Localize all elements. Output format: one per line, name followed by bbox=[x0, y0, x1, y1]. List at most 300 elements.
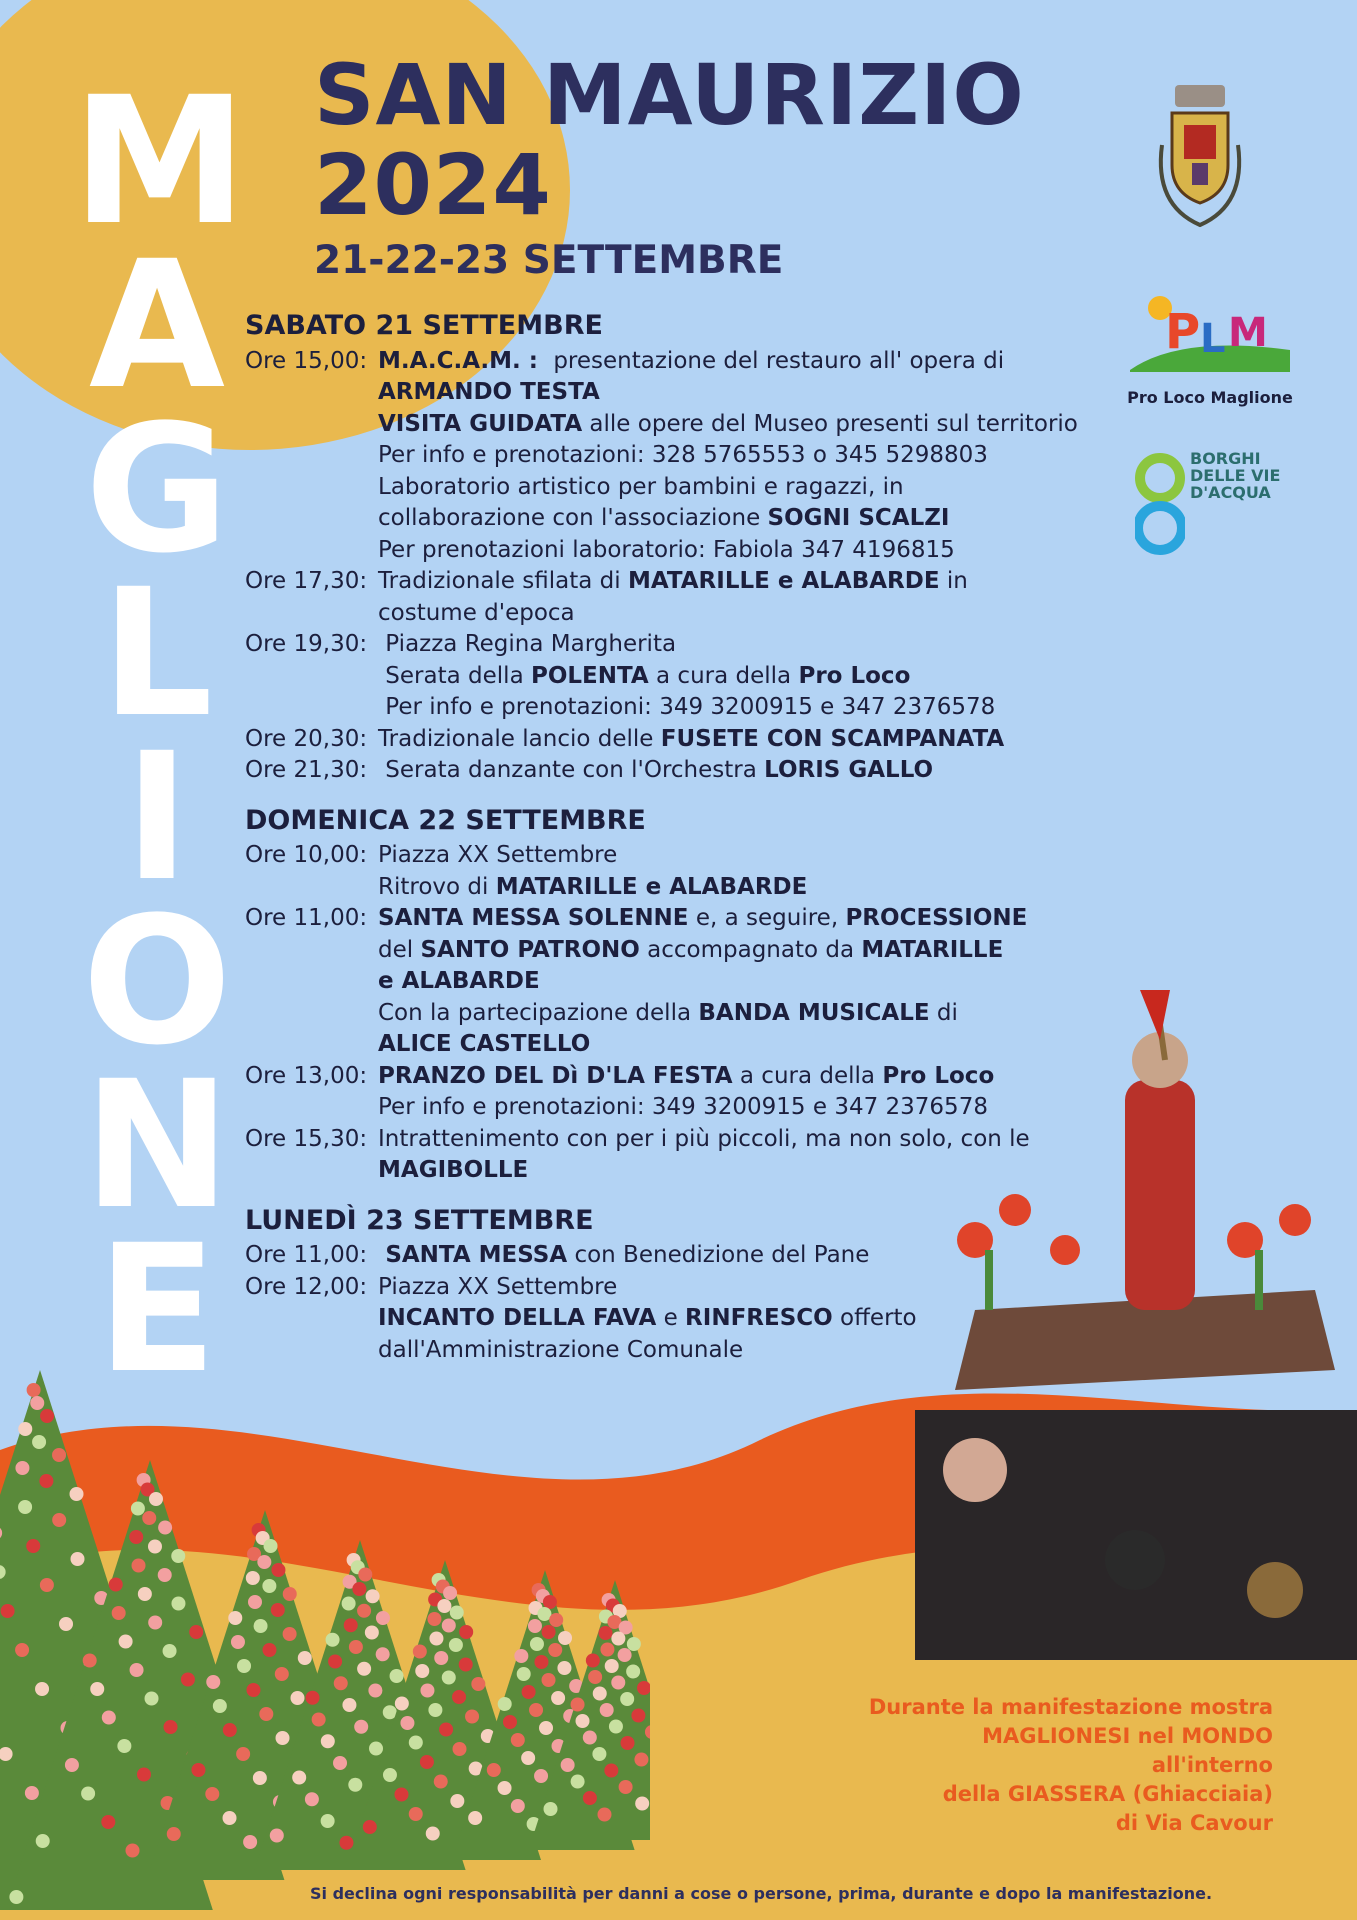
flower-dot bbox=[83, 1654, 97, 1668]
flower-dot bbox=[326, 1633, 340, 1647]
flower-dot bbox=[365, 1626, 379, 1640]
svg-text:L: L bbox=[1200, 316, 1226, 362]
event-text: Tradizionale lancio delle bbox=[378, 725, 661, 752]
event-description bbox=[378, 755, 933, 787]
event-line bbox=[378, 872, 807, 904]
event-text: Con la partecipazione della bbox=[378, 999, 699, 1026]
event-text: e bbox=[656, 1305, 686, 1331]
flower-dot bbox=[334, 1676, 348, 1690]
event-highlight: LORIS GALLO bbox=[764, 757, 934, 783]
flower-dot bbox=[363, 1820, 377, 1834]
flower-dot bbox=[620, 1692, 634, 1706]
flower-dot bbox=[427, 1612, 441, 1626]
flower-dot bbox=[292, 1771, 306, 1785]
flower-dot bbox=[30, 1396, 44, 1410]
flower-dot bbox=[383, 1768, 397, 1782]
flower-dot bbox=[551, 1691, 565, 1705]
event-time: Ore 17,30: bbox=[245, 568, 368, 594]
event-highlight: Pro Loco bbox=[798, 662, 911, 689]
flower-dot bbox=[312, 1713, 326, 1727]
flower-dot bbox=[59, 1617, 73, 1631]
event-text: Serata danzante con l'Orchestra bbox=[378, 757, 765, 783]
flower-dot bbox=[101, 1815, 115, 1829]
flower-dot bbox=[138, 1587, 152, 1601]
flower-dot bbox=[342, 1698, 356, 1712]
event-description bbox=[378, 840, 807, 903]
flower-dot bbox=[148, 1540, 162, 1554]
flower-dot bbox=[534, 1655, 548, 1669]
flower-dot bbox=[557, 1661, 571, 1675]
flower-dot bbox=[627, 1637, 641, 1651]
flower-dot bbox=[521, 1751, 535, 1765]
event-line bbox=[378, 1061, 994, 1093]
flower-dot bbox=[40, 1409, 54, 1423]
vertical-title-letter: A bbox=[88, 223, 226, 428]
flower-dot bbox=[18, 1500, 32, 1514]
flower-dot bbox=[358, 1568, 372, 1582]
flower-dot bbox=[275, 1667, 289, 1681]
flower-dot bbox=[357, 1662, 371, 1676]
flower-dot bbox=[131, 1502, 145, 1516]
event-highlight: BANDA MUSICALE bbox=[698, 999, 930, 1026]
schedule-event bbox=[245, 629, 1105, 724]
flower-dot bbox=[15, 1461, 29, 1475]
flower-dot bbox=[270, 1829, 284, 1843]
flower-dot bbox=[449, 1638, 463, 1652]
flower-dot bbox=[40, 1578, 54, 1592]
flower-dot bbox=[149, 1492, 163, 1506]
flower-dot bbox=[112, 1606, 126, 1620]
flower-dot bbox=[253, 1771, 267, 1785]
municipal-crest-icon bbox=[1150, 85, 1250, 260]
flower-dot bbox=[349, 1640, 363, 1654]
vertical-title bbox=[72, 59, 248, 1412]
flower-dot bbox=[609, 1720, 623, 1734]
event-text: Piazza XX Settembre bbox=[378, 1273, 618, 1300]
event-text: Laboratorio artistico per bambini e ragazzi, in bbox=[378, 473, 904, 500]
flower-dot bbox=[522, 1685, 536, 1699]
event-text: accompagnato da bbox=[639, 936, 862, 963]
flower-dot bbox=[542, 1673, 556, 1687]
flower-dot bbox=[571, 1698, 585, 1712]
event-line bbox=[378, 661, 995, 693]
flower-dot bbox=[276, 1731, 290, 1745]
flower-dot bbox=[530, 1637, 544, 1651]
event-dates: 21-22-23 SETTEMBRE bbox=[314, 238, 784, 283]
flower-dot bbox=[442, 1619, 456, 1633]
event-text: Serata della bbox=[378, 662, 531, 689]
event-highlight: POLENTA bbox=[530, 662, 649, 689]
event-text: in bbox=[939, 568, 968, 594]
event-highlight: MAGIBOLLE bbox=[378, 1157, 529, 1183]
event-text: Per info e prenotazioni: 349 3200915 e 347 2376578 bbox=[378, 1094, 988, 1120]
vertical-title-letter: O bbox=[82, 879, 232, 1084]
event-text: alle opere del Museo presenti sul territorio bbox=[582, 410, 1078, 437]
schedule-event bbox=[245, 566, 1105, 629]
flower-dot bbox=[468, 1811, 482, 1825]
flower-dot bbox=[27, 1383, 41, 1397]
flower-dot bbox=[70, 1552, 84, 1566]
event-text: di bbox=[929, 999, 958, 1026]
event-highlight: M.A.C.A.M. : bbox=[378, 347, 547, 374]
flower-dot bbox=[321, 1734, 335, 1748]
flower-dot bbox=[368, 1684, 382, 1698]
flower-dot bbox=[129, 1530, 143, 1544]
flower-dot bbox=[158, 1521, 172, 1535]
flower-dot bbox=[158, 1568, 172, 1582]
borghi-line-3: D'ACQUA bbox=[1190, 483, 1271, 502]
title-line-2: 2024 bbox=[314, 136, 552, 234]
flower-dot bbox=[376, 1647, 390, 1661]
vertical-title-letter: G bbox=[84, 387, 230, 592]
saint-statue-procession-image bbox=[915, 990, 1357, 1660]
flower-dot bbox=[257, 1555, 271, 1569]
flower-dot bbox=[635, 1797, 649, 1811]
event-time: Ore 15,30: bbox=[245, 1125, 368, 1152]
flower-dot bbox=[246, 1683, 260, 1697]
event-text: Per prenotazioni laboratorio: Fabiola 347 4196815 bbox=[378, 536, 955, 563]
event-highlight: SANTA MESSA SOLENNE bbox=[378, 905, 689, 931]
flower-dot bbox=[243, 1835, 257, 1849]
event-text: costume d'epoca bbox=[378, 599, 575, 626]
flower-dot bbox=[576, 1714, 590, 1728]
flower-dot bbox=[167, 1827, 181, 1841]
flower-dot bbox=[1, 1604, 15, 1618]
flower-dot bbox=[228, 1611, 242, 1625]
flower-dot bbox=[548, 1643, 562, 1657]
flower-dot bbox=[528, 1619, 542, 1633]
event-time: Ore 20,30: bbox=[245, 725, 368, 752]
event-line bbox=[378, 409, 1078, 441]
flower-dot bbox=[429, 1632, 443, 1646]
vertical-title-letter: L bbox=[100, 551, 214, 756]
event-time: Ore 21,30: bbox=[245, 757, 368, 783]
flower-dot bbox=[621, 1736, 635, 1750]
flower-dot bbox=[254, 1619, 268, 1633]
event-text: Piazza Regina Margherita bbox=[378, 631, 677, 657]
flower-dot bbox=[511, 1733, 525, 1747]
flower-dot bbox=[148, 1616, 162, 1630]
flower-dot bbox=[561, 1758, 575, 1772]
flower-dot bbox=[90, 1682, 104, 1696]
event-description bbox=[378, 724, 1004, 756]
event-description bbox=[378, 346, 1078, 567]
flower-dot bbox=[132, 1559, 146, 1573]
flower-dot bbox=[246, 1571, 260, 1585]
event-highlight: PRANZO DEL Dì D'LA FESTA bbox=[378, 1062, 733, 1089]
flower-dot bbox=[344, 1618, 358, 1632]
event-text: offerto bbox=[832, 1305, 917, 1331]
flower-dot bbox=[305, 1792, 319, 1806]
flower-dot bbox=[271, 1563, 285, 1577]
flower-dot bbox=[600, 1643, 614, 1657]
flower-dot bbox=[271, 1603, 285, 1617]
event-text: collaborazione con l'associazione bbox=[378, 505, 768, 531]
borghi-line-1: BORGHI bbox=[1190, 449, 1261, 468]
borghi-text bbox=[1190, 450, 1280, 501]
flower-dot bbox=[357, 1604, 371, 1618]
flower-dot bbox=[283, 1587, 297, 1601]
flower-dot bbox=[171, 1597, 185, 1611]
event-line bbox=[378, 629, 995, 661]
title-line-1: SAN MAURIZIO bbox=[314, 46, 1025, 144]
event-line bbox=[378, 840, 807, 872]
event-line bbox=[378, 535, 1078, 567]
flower-dot bbox=[321, 1814, 335, 1828]
event-line bbox=[378, 503, 1078, 535]
flower-dot bbox=[231, 1635, 245, 1649]
flower-dot bbox=[328, 1655, 342, 1669]
flower-dot bbox=[443, 1586, 457, 1600]
flower-dot bbox=[102, 1711, 116, 1725]
flower-dot bbox=[426, 1827, 440, 1841]
flower-dot bbox=[164, 1720, 178, 1734]
event-highlight: ALICE CASTELLO bbox=[378, 1031, 591, 1057]
flower-dot bbox=[81, 1787, 95, 1801]
flower-dot bbox=[283, 1627, 297, 1641]
event-line bbox=[378, 903, 1027, 935]
flower-dot bbox=[434, 1775, 448, 1789]
flower-dot bbox=[262, 1643, 276, 1657]
event-highlight: SANTA MESSA bbox=[385, 1242, 568, 1268]
flower-dot bbox=[126, 1844, 140, 1858]
flower-dot bbox=[517, 1667, 531, 1681]
borghi-line-2: DELLE VIE bbox=[1190, 466, 1281, 485]
event-line bbox=[378, 935, 1027, 967]
flower-dot bbox=[626, 1665, 640, 1679]
flower-dot bbox=[442, 1671, 456, 1685]
exhibit-line-2: MAGLIONESI nel MONDO bbox=[982, 1724, 1273, 1748]
flower-dot bbox=[163, 1644, 177, 1658]
event-line bbox=[378, 346, 1078, 378]
flower-dot bbox=[634, 1753, 648, 1767]
proloco-label: Pro Loco Maglione bbox=[1127, 388, 1293, 407]
disclaimer-text: Si declina ogni responsabilità per danni a cose o persone, prima, durante e dopo la manifestazione. bbox=[310, 1884, 1213, 1903]
schedule-event bbox=[245, 840, 1105, 903]
flower-dot bbox=[390, 1669, 404, 1683]
event-time: Ore 15,00: bbox=[245, 347, 368, 374]
flower-dot bbox=[348, 1778, 362, 1792]
flower-dot bbox=[354, 1720, 368, 1734]
flower-dot bbox=[450, 1606, 464, 1620]
flower-dot bbox=[413, 1645, 427, 1659]
exhibit-line-3: all'interno bbox=[1151, 1753, 1273, 1777]
exhibit-line-4: della GIASSERA (Ghiacciaia) bbox=[942, 1782, 1273, 1806]
flower-dot bbox=[498, 1781, 512, 1795]
event-highlight: RINFRESCO bbox=[685, 1305, 833, 1331]
borghi-emblem-icon bbox=[1135, 450, 1185, 560]
flower-dot bbox=[539, 1721, 553, 1735]
event-highlight: INCANTO DELLA FAVA bbox=[378, 1305, 657, 1331]
event-description bbox=[378, 1240, 869, 1272]
event-highlight: MATARILLE e ALABARDE bbox=[495, 873, 808, 900]
flower-dot bbox=[453, 1742, 467, 1756]
flower-dot bbox=[223, 1723, 237, 1737]
event-highlight: SANTO PATRONO bbox=[420, 936, 640, 963]
schedule-event bbox=[245, 346, 1105, 567]
event-time: Ore 12,00: bbox=[245, 1273, 368, 1300]
flower-dot bbox=[604, 1764, 618, 1778]
borghi-logo bbox=[1135, 450, 1295, 560]
event-text: Tradizionale sfilata di bbox=[378, 568, 628, 594]
flower-dot bbox=[437, 1599, 451, 1613]
flower-dot bbox=[109, 1578, 123, 1592]
flower-dot bbox=[130, 1663, 144, 1677]
flower-dot bbox=[583, 1731, 597, 1745]
vertical-title-letter: E bbox=[96, 1207, 218, 1412]
flower-dot bbox=[588, 1670, 602, 1684]
schedule-event bbox=[245, 724, 1105, 756]
flower-dot bbox=[514, 1649, 528, 1663]
flower-dot bbox=[39, 1474, 53, 1488]
flower-dot bbox=[119, 1635, 133, 1649]
flower-dot bbox=[145, 1692, 159, 1706]
event-highlight: MATARILLE bbox=[861, 936, 1004, 963]
flower-dot bbox=[137, 1768, 151, 1782]
event-line bbox=[378, 1092, 994, 1124]
flower-dot bbox=[32, 1435, 46, 1449]
flower-dot bbox=[420, 1684, 434, 1698]
event-text: a cura della bbox=[732, 1062, 883, 1089]
flower-dot bbox=[9, 1890, 23, 1904]
flower-dot bbox=[394, 1788, 408, 1802]
flower-dot bbox=[529, 1703, 543, 1717]
flower-dot bbox=[439, 1723, 453, 1737]
flower-dot bbox=[35, 1682, 49, 1696]
day-heading: LUNEDÌ 23 SETTEMBRE bbox=[245, 1204, 594, 1236]
flower-dot bbox=[428, 1703, 442, 1717]
event-text: Ritrovo di bbox=[378, 873, 496, 900]
flower-dot bbox=[611, 1676, 625, 1690]
event-line bbox=[378, 692, 995, 724]
event-text: Piazza XX Settembre bbox=[378, 842, 618, 868]
flower-dot bbox=[542, 1625, 556, 1639]
flower-dot bbox=[593, 1687, 607, 1701]
flower-dot bbox=[611, 1632, 625, 1646]
flower-dot bbox=[597, 1808, 611, 1822]
svg-text:P: P bbox=[1165, 304, 1201, 360]
event-highlight: MATARILLE e ALABARDE bbox=[627, 568, 940, 594]
flower-dot bbox=[236, 1747, 250, 1761]
flower-dot bbox=[52, 1513, 66, 1527]
flower-dot bbox=[409, 1736, 423, 1750]
flower-dot bbox=[366, 1589, 380, 1603]
event-line bbox=[378, 377, 1078, 409]
event-highlight: Pro Loco bbox=[882, 1062, 995, 1089]
flower-dot bbox=[503, 1715, 517, 1729]
flower-dot bbox=[70, 1487, 84, 1501]
event-time: Ore 11,00: bbox=[245, 1242, 368, 1268]
flower-dot bbox=[618, 1648, 632, 1662]
flower-dot bbox=[25, 1786, 39, 1800]
flower-dot bbox=[434, 1651, 448, 1665]
flower-dot bbox=[459, 1658, 473, 1672]
flower-dot bbox=[259, 1707, 273, 1721]
flower-dot bbox=[471, 1677, 485, 1691]
flower-dot bbox=[409, 1807, 423, 1821]
event-line bbox=[378, 1272, 917, 1304]
flower-dot bbox=[498, 1697, 512, 1711]
exhibit-note bbox=[760, 1693, 1273, 1838]
flower-dot bbox=[600, 1703, 614, 1717]
flower-pyramids-image bbox=[0, 1310, 650, 1910]
flower-dot bbox=[543, 1595, 557, 1609]
event-line bbox=[378, 1240, 869, 1272]
flower-dot bbox=[420, 1755, 434, 1769]
flower-dot bbox=[262, 1579, 276, 1593]
flower-dot bbox=[264, 1539, 278, 1553]
event-highlight: FUSETE CON SCAMPANATA bbox=[660, 725, 1005, 752]
flower-dot bbox=[223, 1811, 237, 1825]
event-description bbox=[378, 566, 968, 629]
event-time: Ore 13,00: bbox=[245, 1062, 368, 1089]
schedule-event bbox=[245, 755, 1105, 787]
flower-dot bbox=[558, 1631, 572, 1645]
flower-dot bbox=[452, 1690, 466, 1704]
flower-dot bbox=[599, 1626, 613, 1640]
flower-dot bbox=[213, 1699, 227, 1713]
flower-dot bbox=[298, 1651, 312, 1665]
day-heading: DOMENICA 22 SETTEMBRE bbox=[245, 804, 646, 836]
flower-dot bbox=[65, 1758, 79, 1772]
flower-dot bbox=[352, 1582, 366, 1596]
flower-dot bbox=[117, 1739, 131, 1753]
page-title bbox=[314, 46, 1025, 234]
flower-dot bbox=[52, 1448, 66, 1462]
flower-dot bbox=[571, 1775, 585, 1789]
flower-dot bbox=[191, 1763, 205, 1777]
flower-dot bbox=[544, 1802, 558, 1816]
flower-dot bbox=[342, 1597, 356, 1611]
flower-dot bbox=[511, 1799, 525, 1813]
svg-text:M: M bbox=[1228, 310, 1268, 356]
flower-dot bbox=[592, 1747, 606, 1761]
flower-dot bbox=[142, 1511, 156, 1525]
flower-dot bbox=[248, 1595, 262, 1609]
flower-dot bbox=[171, 1549, 185, 1563]
event-text: Per info e prenotazioni: 328 5765553 o 345 5298803 bbox=[378, 442, 988, 468]
flower-dot bbox=[369, 1742, 383, 1756]
event-time: Ore 10,00: bbox=[245, 842, 368, 868]
flower-dot bbox=[487, 1763, 501, 1777]
proloco-emblem-icon bbox=[1120, 280, 1300, 380]
event-text: e, a seguire, bbox=[688, 905, 846, 931]
event-highlight: VISITA GUIDATA bbox=[378, 410, 583, 437]
event-description bbox=[378, 629, 995, 724]
event-text: Per info e prenotazioni: 349 3200915 e 347 2376578 bbox=[378, 694, 996, 720]
flower-dot bbox=[333, 1756, 347, 1770]
vertical-title-letter: M bbox=[72, 59, 248, 264]
flower-dot bbox=[237, 1659, 251, 1673]
flower-dot bbox=[376, 1611, 390, 1625]
flower-dot bbox=[339, 1836, 353, 1850]
flower-dot bbox=[36, 1834, 50, 1848]
event-line bbox=[378, 724, 1004, 756]
event-text: con Benedizione del Pane bbox=[567, 1242, 870, 1268]
event-highlight: SOGNI SCALZI bbox=[767, 505, 950, 531]
event-highlight: e ALABARDE bbox=[378, 968, 540, 994]
day-heading: SABATO 21 SETTEMBRE bbox=[245, 310, 603, 341]
flower-dot bbox=[206, 1675, 220, 1689]
flower-dot bbox=[205, 1787, 219, 1801]
event-text: Intrattenimento con per i più piccoli, ma non solo, con le bbox=[378, 1125, 1030, 1152]
event-line bbox=[378, 440, 1078, 472]
event-text: a cura della bbox=[648, 662, 799, 689]
vertical-title-letter: I bbox=[124, 715, 190, 920]
event-highlight: ARMANDO TESTA bbox=[378, 379, 600, 405]
flower-dot bbox=[395, 1697, 409, 1711]
event-text: dall'Amministrazione Comunale bbox=[378, 1336, 744, 1363]
